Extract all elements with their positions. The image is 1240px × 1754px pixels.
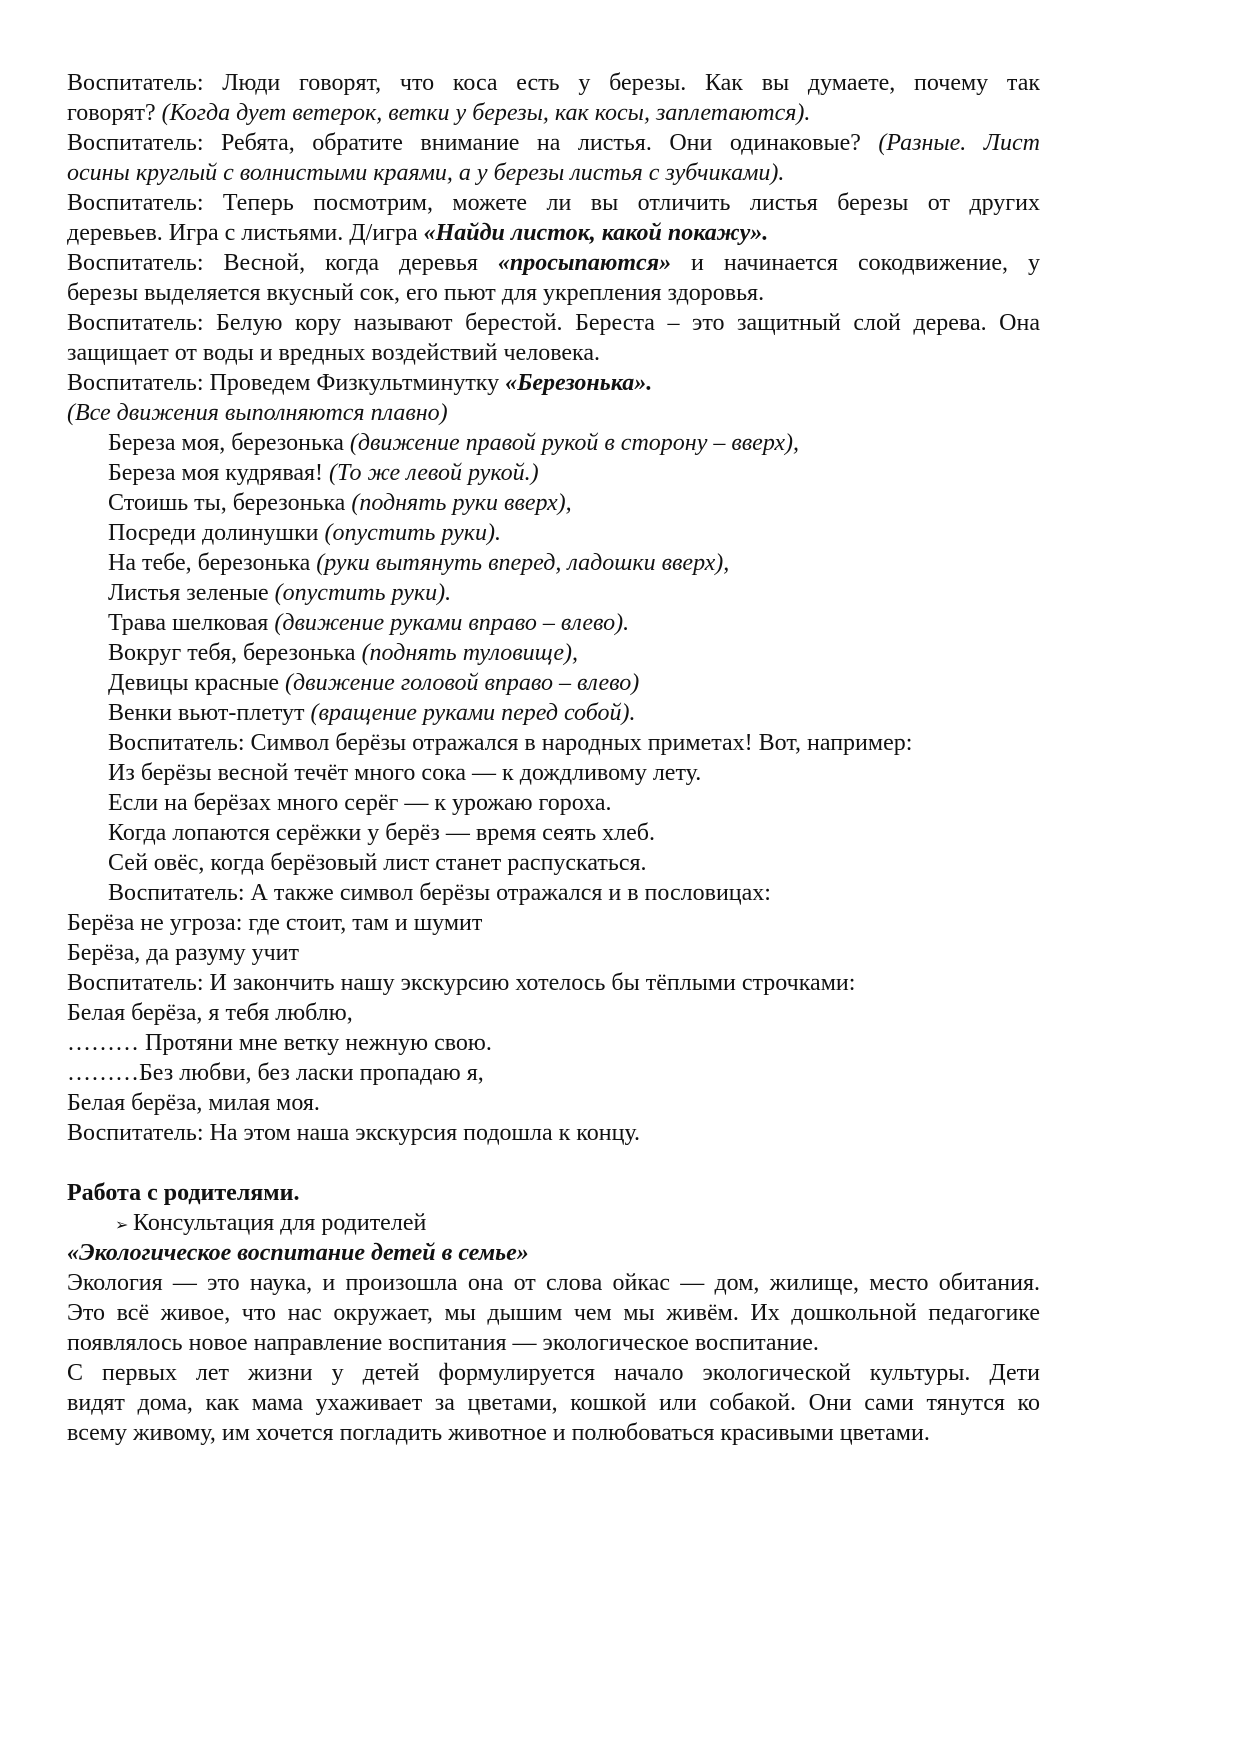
text-line	[67, 1058, 1040, 1088]
text-span: Воспитатель: А также символ берёзы отражался и в пословицах:	[108, 880, 771, 906]
text-line	[67, 1238, 1040, 1268]
text-line	[108, 518, 1040, 548]
text-line	[67, 278, 1040, 308]
text-span: видят дома, как мама ухаживает за цветами, кошкой или собакой. Они сами тянутся ко	[67, 1390, 1040, 1416]
text-span: Белая берёза, милая моя.	[67, 1090, 320, 1116]
text-line	[67, 908, 1040, 938]
text-span: Вокруг тебя, березонька	[108, 640, 362, 666]
italic-remark: осины круглый с волнистыми краями, а у березы листья с зубчиками).	[67, 160, 785, 186]
text-span: Это всё живое, что нас окружает, мы дышим чем мы живём. Их дошкольной педагогике	[67, 1300, 1040, 1326]
italic-remark: (движение правой рукой в сторону – вверх),	[349, 430, 799, 456]
text-line	[67, 938, 1040, 968]
text-line	[67, 308, 1040, 338]
text-span: Экология — это наука, и произошла она от слова ойкас — дом, жилище, место обитания.	[67, 1270, 1040, 1296]
text-line	[67, 1298, 1040, 1328]
section-heading	[67, 1178, 1040, 1208]
text-span: и начинается сокодвижение, у	[671, 250, 1040, 276]
italic-remark: (То же левой рукой.)	[329, 460, 539, 486]
text-line	[67, 1118, 1040, 1148]
text-span: С первых лет жизни у детей формулируется начало экологической культуры. Дети	[67, 1360, 1040, 1386]
text-line	[67, 1358, 1040, 1388]
italic-remark: (опустить руки).	[324, 520, 501, 546]
text-line	[67, 218, 1040, 248]
text-line	[67, 968, 1040, 998]
text-line	[108, 758, 1040, 788]
text-line	[108, 608, 1040, 638]
italic-remark: (Когда дует ветерок, ветки у березы, как косы, заплетаются).	[161, 100, 811, 126]
text-line	[67, 1088, 1040, 1118]
text-span: Воспитатель: Теперь посмотрим, можете ли вы отличить листья березы от других	[67, 190, 1040, 216]
text-span: Воспитатель: На этом наша экскурсия подошла к концу.	[67, 1120, 641, 1146]
text-line	[108, 488, 1040, 518]
text-span: Из берёзы весной течёт много сока — к дождливому лету.	[108, 760, 702, 786]
text-span: березы выделяется вкусный сок, его пьют для укрепления здоровья.	[67, 280, 765, 306]
text-line	[67, 158, 1040, 188]
text-line	[67, 188, 1040, 218]
text-span: Белая берёза, я тебя люблю,	[67, 1000, 353, 1026]
italic-remark: (поднять туловище),	[361, 640, 578, 666]
text-span: Стоишь ты, березонька	[108, 490, 352, 516]
emphasis-text: «Экологическое воспитание детей в семье»	[67, 1240, 529, 1266]
text-line	[108, 788, 1040, 818]
heading-text: Работа с родителями.	[67, 1180, 300, 1206]
text-span: На тебе, березонька	[108, 550, 317, 576]
text-line	[67, 1328, 1040, 1358]
text-span: Если на берёзах много серёг — к урожаю гороха.	[108, 790, 612, 816]
italic-remark: (движение руками вправо – влево).	[274, 610, 630, 636]
text-line	[67, 998, 1040, 1028]
italic-remark: (опустить руки).	[274, 580, 452, 606]
text-span: всему живому, им хочется погладить животное и полюбоваться красивыми цветами.	[67, 1420, 930, 1446]
emphasis-text: «Березонька».	[505, 370, 653, 396]
text-span: Воспитатель: Проведем Физкультминутку	[67, 370, 506, 396]
text-span: деревьев. Игра с листьями. Д/игра	[67, 220, 424, 246]
text-line	[67, 68, 1040, 98]
text-span: Девицы красные	[108, 670, 286, 696]
text-line	[67, 368, 1040, 398]
text-line	[67, 398, 1040, 428]
text-line	[67, 1028, 1040, 1058]
text-span: Когда лопаются серёжки у берёз — время сеять хлеб.	[108, 820, 656, 846]
text-span: ……… Протяни мне ветку нежную свою.	[67, 1030, 492, 1056]
text-span: ………Без любви, без ласки пропадаю я,	[67, 1060, 484, 1086]
text-span: Сей овёс, когда берёзовый лист станет распускаться.	[108, 850, 647, 876]
text-line	[108, 848, 1040, 878]
italic-remark: (Разные. Лист	[878, 130, 1040, 156]
text-line	[108, 878, 1040, 908]
bullet-item	[115, 1208, 1040, 1238]
emphasis-text: «Найди листок, какой покажу».	[423, 220, 769, 246]
italic-remark: (поднять руки вверх),	[351, 490, 572, 516]
text-span: Берёза, да разуму учит	[67, 940, 299, 966]
italic-remark: (движение головой вправо – влево)	[285, 670, 640, 696]
text-span: Посреди долинушки	[108, 520, 325, 546]
text-line	[67, 1388, 1040, 1418]
text-line	[67, 248, 1040, 278]
text-span: Береза моя кудрявая!	[108, 460, 330, 486]
text-line	[108, 818, 1040, 848]
text-span: Венки вьют-плетут	[108, 700, 311, 726]
text-span: Консультация для родителей	[133, 1210, 427, 1236]
text-line	[108, 458, 1040, 488]
text-line	[67, 338, 1040, 368]
text-span: Воспитатель: И закончить нашу экскурсию хотелось бы тёплыми строчками:	[67, 970, 856, 996]
text-line	[108, 428, 1040, 458]
text-line	[67, 98, 1040, 128]
text-span: Воспитатель: Белую кору называют берестой. Береста – это защитный слой дерева. Она	[67, 310, 1040, 336]
text-line	[67, 1148, 1040, 1178]
text-line	[108, 578, 1040, 608]
text-span: появлялось новое направление воспитания — экологическое воспитание.	[67, 1330, 819, 1356]
text-span: Воспитатель: Люди говорят, что коса есть у березы. Как вы думаете, почему так	[67, 70, 1040, 96]
text-line	[67, 1418, 1040, 1448]
italic-remark: (руки вытянуть вперед, ладошки вверх),	[316, 550, 730, 576]
text-line	[108, 548, 1040, 578]
text-line	[67, 1268, 1040, 1298]
text-span: Воспитатель: Весной, когда деревья	[67, 250, 498, 276]
text-span: Воспитатель: Символ берёзы отражался в народных приметах! Вот, например:	[108, 730, 913, 756]
text-span: Берёза не угроза: где стоит, там и шумит	[67, 910, 483, 936]
arrow-bullet-icon: ➢	[115, 1217, 129, 1234]
text-span: Трава шелковая	[108, 610, 275, 636]
text-span: защищает от воды и вредных воздействий человека.	[67, 340, 600, 366]
text-span: Воспитатель: Ребята, обратите внимание на листья. Они одинаковые?	[67, 130, 879, 156]
italic-remark: (вращение руками перед собой).	[310, 700, 636, 726]
text-line	[108, 698, 1040, 728]
text-line	[67, 128, 1040, 158]
text-line	[108, 638, 1040, 668]
text-line	[108, 668, 1040, 698]
italic-remark: (Все движения выполняются плавно)	[67, 400, 448, 426]
text-line	[108, 728, 1040, 758]
text-span: Листья зеленые	[108, 580, 275, 606]
text-span: говорят?	[67, 100, 162, 126]
text-span: Береза моя, березонька	[108, 430, 350, 456]
emphasis-text: «просыпаются»	[497, 250, 672, 276]
